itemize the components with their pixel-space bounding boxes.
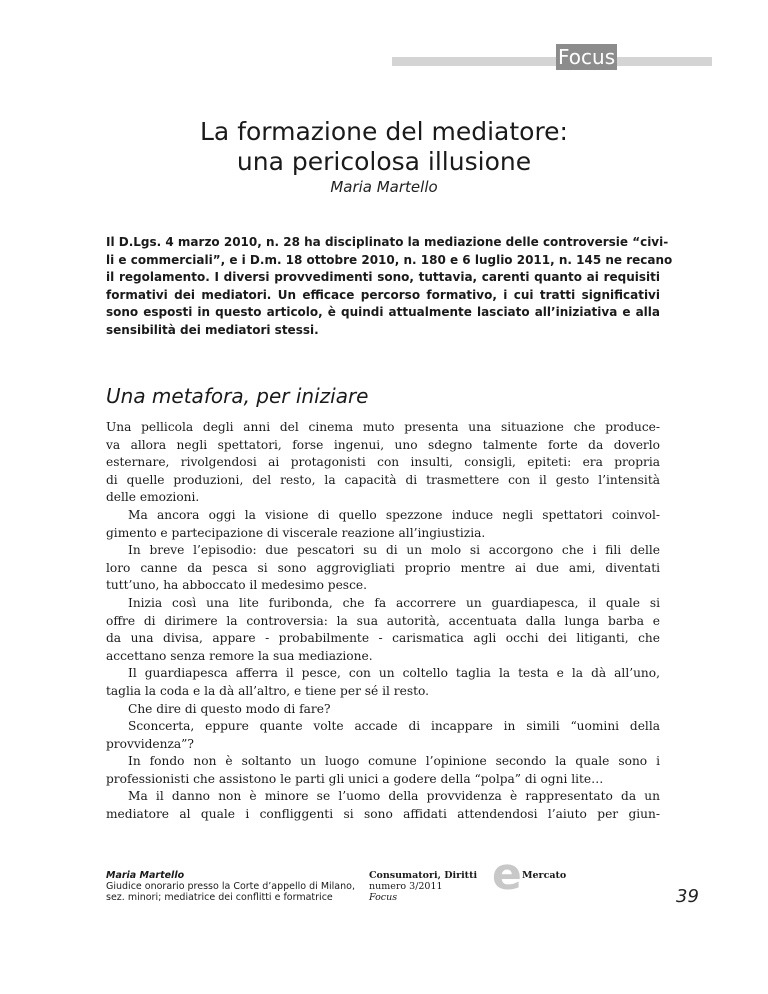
body-line: Ma ancora oggi la visione di quello spezzone induce negli spettatori coinvol- — [128, 507, 660, 522]
body-text — [106, 419, 660, 824]
title-line: La formazione del mediatore: — [200, 117, 568, 146]
journal-section: Focus — [369, 892, 398, 903]
body-line: tutt’uno, ha abboccato il medesimo pesce. — [106, 578, 367, 593]
journal-logo-e: e — [492, 849, 522, 900]
abstract-line: formativi dei mediatori. Un efficace percorso formativo, i cui tratti significativi — [106, 287, 660, 302]
abstract — [106, 234, 673, 339]
body-line: offre di dirimere la controversia: la sua autorità, accentuata dalla lunga barba e — [106, 613, 660, 628]
body-line: mediatore al quale i confliggenti si sono affidati attendendosi l’aiuto per giun- — [106, 807, 660, 822]
body-line: Ma il danno non è minore se l’uomo della provvidenza è rappresentato da un — [128, 789, 660, 804]
title-line: una pericolosa illusione — [236, 147, 532, 176]
body-line: da una divisa, appare - probabilmente - carismatica agli occhi dei litiganti, che — [106, 631, 660, 646]
journal-title-end: Mercato — [522, 870, 567, 881]
footnote-author-name: Maria Martello — [106, 870, 185, 881]
body-line: Che dire di questo modo di fare? — [128, 701, 331, 716]
abstract-line: li e commerciali”, e i D.m. 18 ottobre 2010, n. 180 e 6 luglio 2011, n. 145 ne recano — [106, 252, 673, 267]
section-heading: Una metafora, per iniziare — [106, 384, 369, 408]
body-line: taglia la coda e la dà all’altro, e tiene per sé il resto. — [106, 683, 429, 698]
body-line: accettano senza remore la sua mediazione. — [106, 648, 373, 663]
body-line: Sconcerta, eppure quante volte accade di incappare in simili “uomini della — [128, 719, 660, 734]
journal-issue: numero 3/2011 — [369, 881, 443, 892]
body-line: gimento e partecipazione di viscerale reazione all’ingiustizia. — [106, 525, 486, 540]
author-footnote — [106, 870, 355, 903]
body-line: delle emozioni. — [106, 490, 200, 505]
body-line: provvidenza”? — [106, 736, 194, 751]
body-line: Inizia così una lite furibonda, che fa accorrere un guardiapesca, il quale si — [128, 595, 660, 610]
abstract-line: sensibilità dei mediatori stessi. — [106, 322, 319, 337]
journal-info — [369, 870, 477, 903]
journal-title: Consumatori, Diritti — [369, 870, 478, 881]
abstract-line: Il D.Lgs. 4 marzo 2010, n. 28 ha disciplinato la mediazione delle controversie “civi- — [106, 235, 669, 249]
body-line: Il guardiapesca afferra il pesce, con un coltello taglia la testa e la dà all’uno, — [128, 666, 660, 681]
abstract-line: sono esposti in questo articolo, è quindi attualmente lasciato all’iniziativa e alla — [106, 305, 660, 319]
body-line: va allora negli spettatori, forse ingenui, uno sdegno talmente forte da doverlo — [106, 437, 660, 452]
section-label: Focus — [558, 45, 616, 69]
body-line: professionisti che assistono le parti gli unici a godere della “polpa” di ogni lite… — [106, 771, 604, 786]
body-line: In fondo non è soltanto un luogo comune l’opinione secondo la quale sono i — [128, 754, 660, 769]
article-author: Maria Martello — [330, 178, 438, 196]
footnote-author-role: Giudice onorario presso la Corte d’appello di Milano, — [106, 881, 355, 892]
body-line: Una pellicola degli anni del cinema muto presenta una situazione che produce- — [106, 420, 660, 434]
abstract-line: il regolamento. I diversi provvedimenti sono, tuttavia, carenti quanto ai requisiti — [106, 270, 660, 284]
body-line: di quelle produzioni, del resto, la capacità di trasmettere con il gesto l’intensità — [106, 472, 660, 487]
page-number: 39 — [676, 886, 699, 907]
body-line: In breve l’episodio: due pescatori su di un molo si accorgono che i fili delle — [128, 543, 660, 558]
body-line: loro canne da pesca si sono aggrovigliati proprio mentre ai due ami, diventati — [106, 560, 660, 575]
header-rule — [392, 57, 712, 66]
footnote-author-role: sez. minori; mediatrice dei conflitti e formatrice — [106, 892, 333, 903]
article-title — [0, 117, 768, 177]
body-line: esternare, rivolgendosi ai protagonisti con insulti, consigli, epiteti: era propria — [106, 455, 660, 470]
